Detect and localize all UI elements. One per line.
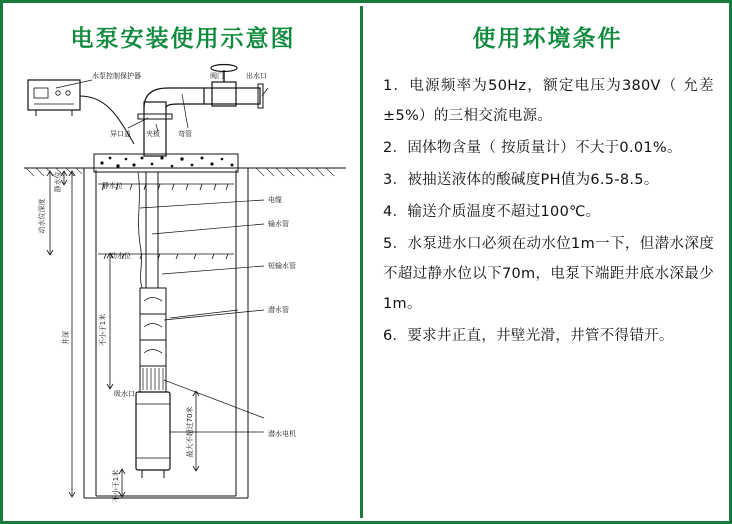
dim-bottom-gap: 不小于1米 [112,469,120,503]
label-dynamic-level: 动水位 [110,252,131,260]
condition-item: 1．电源频率为50Hz，额定电压为380V（ 允差±5%）的三相交流电源。 [383,78,714,124]
condition-item: 3．被抽送液体的酸碱度PH值为6.5-8.5。 [383,172,659,188]
dim-dynamic-depth: 动水位深度 [38,198,46,234]
label-flange: 异口盖 [110,130,131,138]
pump-installation-diagram [6,58,360,520]
dim-not-less-1m: 不小于1米 [99,313,107,347]
label-clamp: 夹板 [146,130,160,138]
condition-item: 5．水泵进水口必须在动水位1m一下，但潜水深度不超过静水位以下70m，电泵下端距井底水深最少1m。 [383,236,714,312]
right-panel [363,6,732,524]
label-static-level: 静水位 [102,182,123,190]
dim-max-70m: 最大不超过70米 [186,406,194,458]
label-cable: 电缆 [268,196,282,204]
label-pump-motor: 潜水电机 [268,430,296,438]
left-panel [6,6,360,524]
left-panel-title: 电泵安装使用示意图 [70,26,296,52]
condition-item: 6．要求井正直，井壁光滑，井管不得错开。 [383,328,674,344]
label-short-pipe: 短输水管 [268,262,296,270]
dim-well-depth: 井深 [62,331,70,345]
label-outlet: 出水口 [246,72,267,80]
conditions-list [377,71,718,351]
label-valve: 阀门 [210,72,224,80]
label-intake: 吸水口 [114,390,135,398]
label-bend: 弯管 [178,130,192,138]
label-water-pipe: 输水管 [268,220,289,228]
condition-item: 2．固体物含量（ 按质量计）不大于0.01%。 [383,140,682,156]
condition-item: 4．输送介质温度不超过100℃。 [383,204,601,220]
label-pump-pipe: 潜水管 [268,306,289,314]
right-panel-title: 使用环境条件 [472,26,623,52]
dim-static-depth: 静水位 [54,171,62,193]
label-controller: 水泵控制保护器 [92,72,141,80]
